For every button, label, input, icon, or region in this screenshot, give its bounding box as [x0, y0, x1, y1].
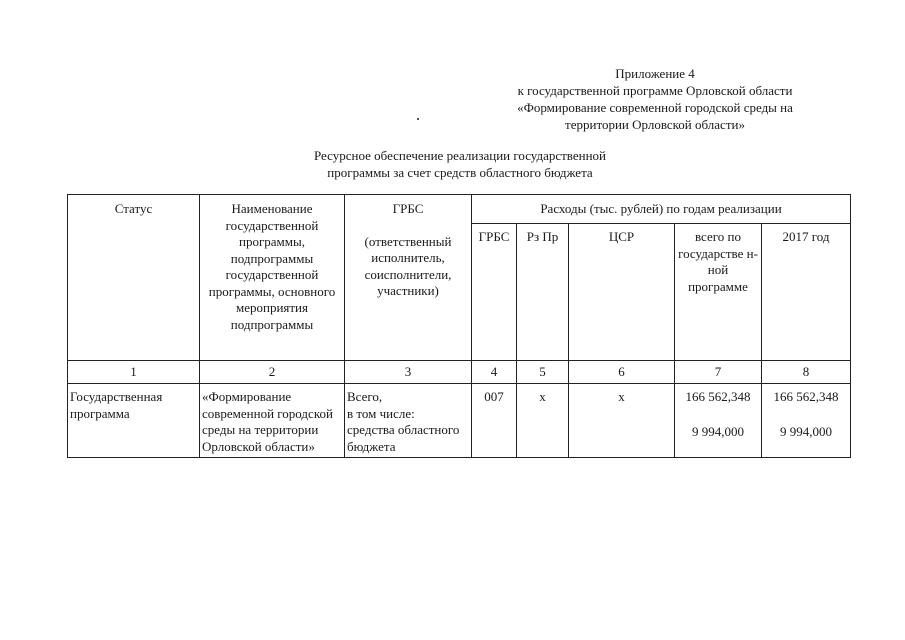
row-name: «Формирование современной городской среды на территории Орловской области»	[200, 384, 345, 458]
column-number: 7	[675, 361, 762, 384]
appendix-header	[470, 65, 840, 133]
year-budget-value: 9 994,000	[780, 423, 832, 439]
title-line-1: Ресурсное обеспечение реализации государственной	[313, 148, 607, 163]
title-line-2: программы за счет средств областного бюджета	[327, 165, 593, 180]
header-executor	[345, 195, 472, 361]
row-total	[675, 384, 762, 458]
header-expenses: Расходы (тыс. рублей) по годам реализации	[472, 195, 851, 224]
appendix-line-4: территории Орловской области»	[565, 117, 745, 132]
scan-speck	[417, 118, 419, 120]
total-budget-value: 9 994,000	[692, 423, 744, 439]
appendix-line-3: «Формирование современной городской среды на	[517, 100, 793, 115]
row-grbs: 007	[472, 384, 517, 458]
executor-total: Всего,	[347, 389, 383, 404]
header-executor-title: ГРБС	[392, 201, 424, 216]
total-all-value: 166 562,348	[685, 389, 751, 404]
row-executor	[345, 384, 472, 458]
header-grbs: ГРБС	[472, 224, 517, 361]
row-csr: х	[569, 384, 675, 458]
year-all-value: 166 562,348	[773, 389, 839, 404]
document-title	[255, 147, 665, 181]
executor-including: в том числе:	[347, 405, 415, 421]
column-number: 5	[517, 361, 569, 384]
header-executor-desc: (ответственный исполнитель, соисполнители, участники)	[364, 233, 452, 298]
column-number: 8	[762, 361, 851, 384]
header-csr: ЦСР	[569, 224, 675, 361]
header-year: 2017 год	[762, 224, 851, 361]
executor-regional-budget: средства областного бюджета	[347, 422, 460, 454]
appendix-line-2: к государственной программе Орловской области	[517, 83, 793, 98]
header-name: Наименование государственной программы, подпрограммы государственной программы, основного мероприятия подпрограммы	[200, 195, 345, 361]
column-number: 4	[472, 361, 517, 384]
appendix-number: Приложение 4	[615, 66, 695, 81]
table-row	[68, 384, 851, 458]
column-number: 3	[345, 361, 472, 384]
header-total: всего по государстве н-ной программе	[675, 224, 762, 361]
column-number: 6	[569, 361, 675, 384]
row-rzpr: х	[517, 384, 569, 458]
header-rzpr: Рз Пр	[517, 224, 569, 361]
column-number: 2	[200, 361, 345, 384]
column-number: 1	[68, 361, 200, 384]
header-status: Статус	[68, 195, 200, 361]
row-year	[762, 384, 851, 458]
resource-table	[67, 194, 851, 458]
row-status: Государственная программа	[68, 384, 200, 458]
